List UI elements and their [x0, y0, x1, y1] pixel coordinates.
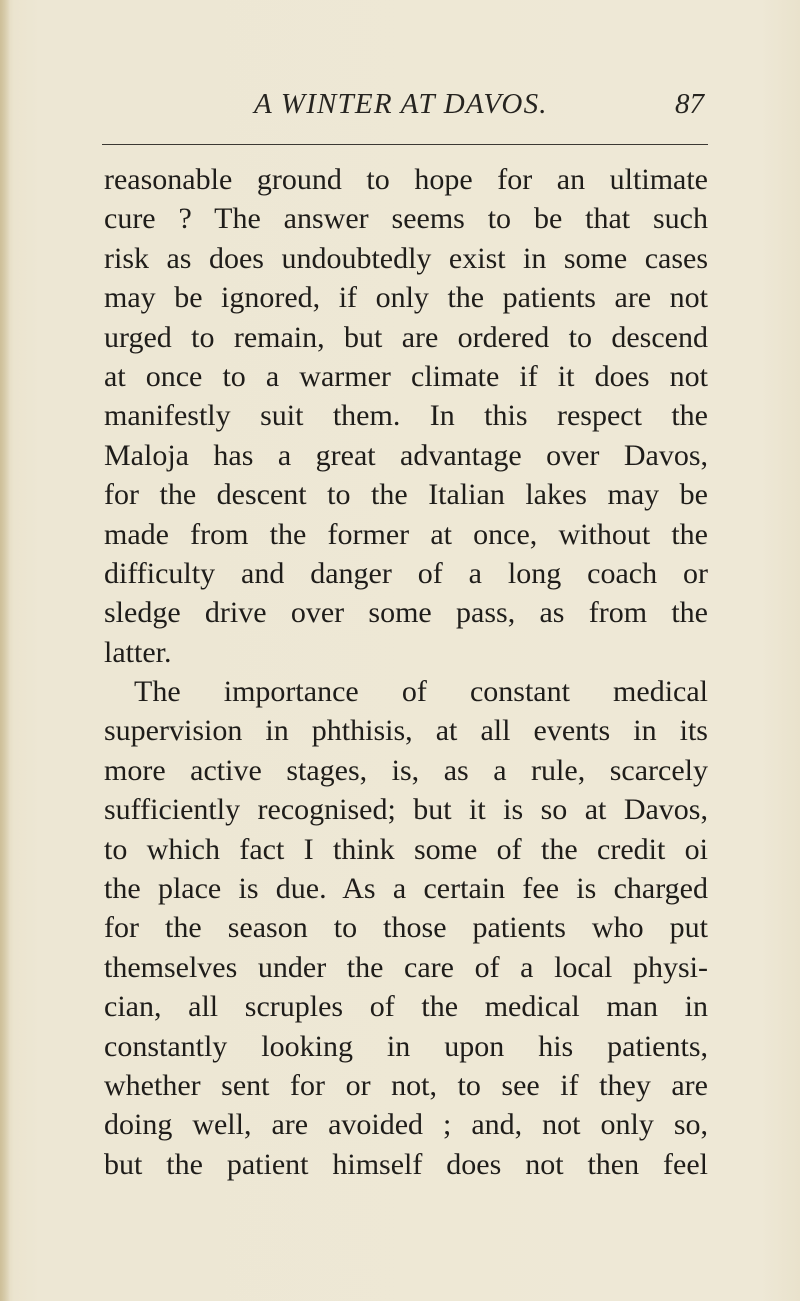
text-line: urged to remain, but are ordered to descend [104, 320, 708, 354]
text-line: sufficiently recognised; but it is so at Davos, [104, 793, 708, 827]
text-line: made from the former at once, without the [104, 517, 708, 551]
page-number: 87 [675, 88, 704, 120]
text-line: constantly looking in upon his patients, [104, 1029, 708, 1063]
text-line: to which fact I think some of the credit oi [104, 832, 708, 866]
text-line: for the descent to the Italian lakes may be [104, 478, 708, 512]
text-line: The importance of constant medical [134, 675, 708, 709]
text-line: doing well, are avoided ; and, not only so, [104, 1108, 708, 1142]
text-line: risk as does undoubtedly exist in some cases [104, 241, 708, 275]
text-line: cure ? The answer seems to be that such [104, 202, 708, 236]
running-head: A WINTER AT DAVOS. [254, 88, 548, 120]
text-line: supervision in phthisis, at all events in its [104, 714, 708, 748]
text-line: latter. [104, 635, 172, 669]
text-line: for the season to those patients who put [104, 911, 708, 945]
text-line: themselves under the care of a local physi- [104, 950, 708, 984]
text-line: manifestly suit them. In this respect the [104, 399, 708, 433]
body-text [104, 160, 708, 1184]
text-line: the place is due. As a certain fee is charged [104, 872, 708, 906]
text-line: reasonable ground to hope for an ultimate [104, 163, 708, 196]
text-line: cian, all scruples of the medical man in [104, 990, 708, 1024]
text-line: Maloja has a great advantage over Davos, [104, 438, 708, 472]
text-line: may be ignored, if only the patients are not [104, 281, 708, 315]
page-header [104, 88, 708, 138]
text-line: but the patient himself does not then feel [104, 1147, 708, 1181]
text-line: difficulty and danger of a long coach or [104, 556, 708, 590]
gutter-shadow [0, 0, 10, 1301]
text-line: sledge drive over some pass, as from the [104, 596, 708, 630]
text-line: more active stages, is, as a rule, scarcely [104, 753, 708, 787]
header-rule [102, 144, 708, 145]
text-line: at once to a warmer climate if it does not [104, 359, 708, 393]
text-line: whether sent for or not, to see if they are [104, 1068, 708, 1102]
